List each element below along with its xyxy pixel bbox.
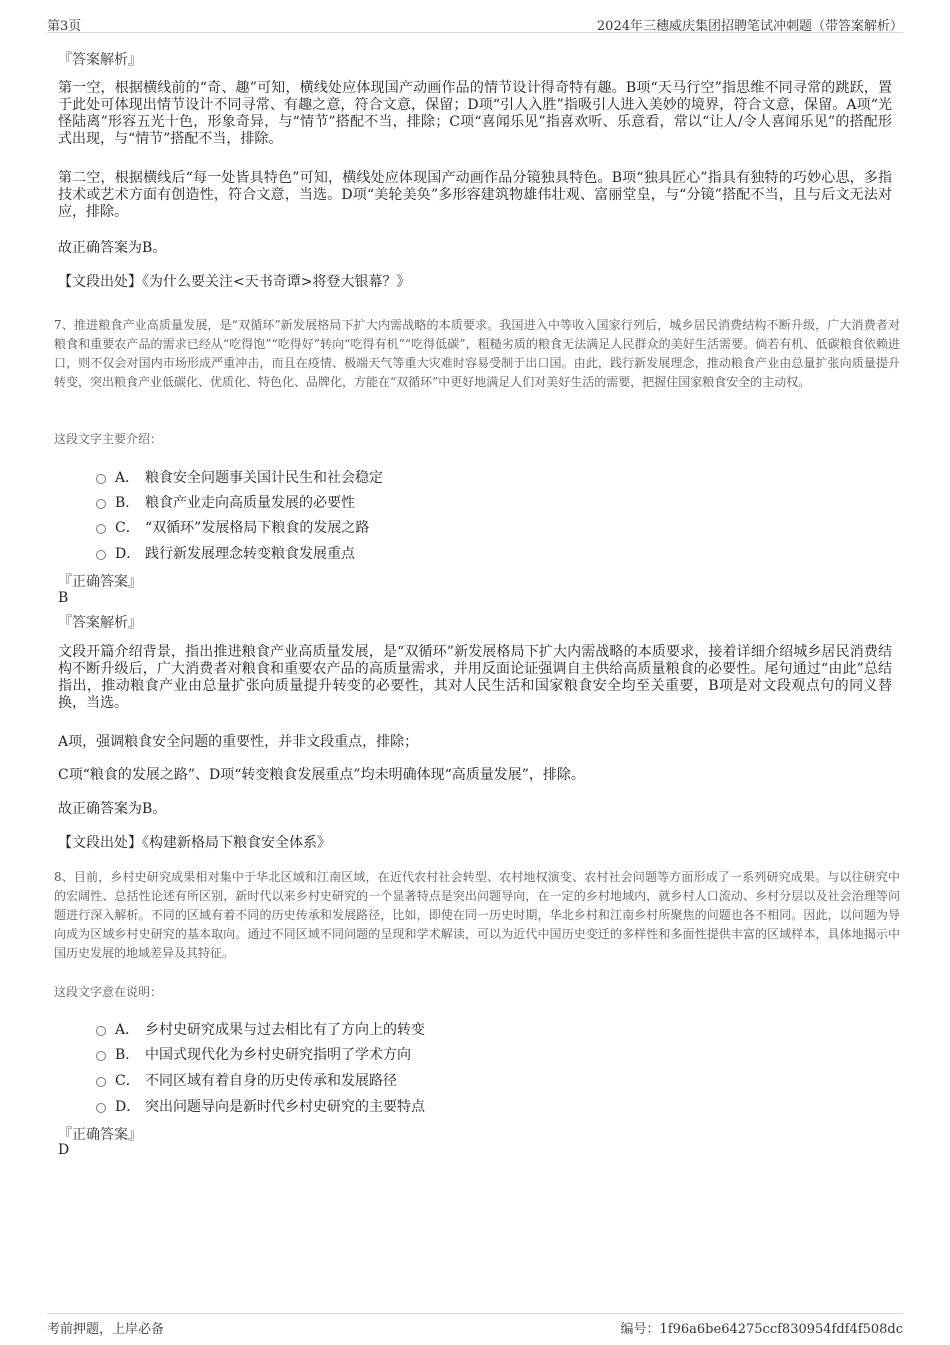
question-8-option-a[interactable]: [96, 1019, 425, 1039]
footer-slogan: 考前押题，上岸必备: [47, 1322, 165, 1337]
answer-conclusion: 故正确答案为B。: [58, 801, 167, 817]
correct-answer-label: 『正确答案』: [58, 1127, 142, 1143]
radio-button[interactable]: [96, 550, 106, 560]
option-text: 乡村史研究成果与过去相比有了方向上的转变: [145, 1022, 425, 1038]
analysis-paragraph-2: 第二空，根据横线后“每一处皆具特色”可知，横线处应体现国产动画作品分镜独具特色。B项“独具匠心”指具有独特的巧妙心思，多指技术或艺术方面有创造性，符合文意，当选。D项“美轮美奂”多形容建筑物雄伟壮观、富丽堂皇，与“分镜”搭配不当，且与后文无法对应，排除。: [58, 170, 892, 220]
option-letter: A．: [115, 1022, 140, 1038]
correct-answer-label: 『正确答案』: [58, 574, 142, 590]
option-text: 中国式现代化为乡村史研究指明了学术方向: [145, 1047, 411, 1063]
option-letter: B．: [115, 495, 140, 511]
option-text: “双循环”发展格局下粮食的发展之路: [145, 520, 370, 536]
answer-conclusion: 故正确答案为B。: [58, 240, 167, 256]
option-text: 践行新发展理念转变粮食发展重点: [145, 546, 355, 562]
source-citation: 【文段出处】《构建新格局下粮食安全体系》: [58, 835, 331, 851]
correct-answer: B: [58, 590, 69, 606]
question-8-text: 8、目前，乡村史研究成果相对集中于华北区域和江南区域，在近代农村社会转型、农村地权演变、农村社会问题等方面形成了一系列研究成果。与以往研究中的宏阔性、总括性论述有所区别，新时代以来乡村史研究的一个显著特点是突出问题导向，在一定的乡村地域内，就乡村人口流动、乡村分层以及社会治理等问题进行深入解析。不同的区域有着不同的历史传承和发展路径，比如，即使在同一历史时期，华北乡村和江南乡村所聚焦的问题也各不相同。因此，以问题为导向成为区域乡村史研究的基本取向。通过不同区域不同问题的呈现和学术解读，可以为近代中国历史变迁的多样性和多面性提供丰富的区域样本，具体地揭示中国历史发展的地域差异及其特征。: [54, 870, 900, 960]
question-7-analysis-2: A项，强调粮食安全问题的重要性，并非文段重点，排除；: [58, 734, 419, 750]
option-letter: B．: [115, 1047, 140, 1063]
question-7-analysis-1: 文段开篇介绍背景，指出推进粮食产业高质量发展，是“双循环”新发展格局下扩大内需战略的本质要求，接着详细介绍城乡居民消费结构不断升级后，广大消费者对粮食和重要农产品的高质量需求，并用反面论证强调自主供给高质量粮食的必要性。尾句通过“由此”总结指出，推动粮食产业由总量扩张向质量提升转变的必要性，其对人民生活和国家粮食安全均至关重要，B项是对文段观点句的同义替换，当选。: [58, 644, 892, 711]
question-8-option-b[interactable]: [96, 1044, 411, 1064]
option-letter: A．: [115, 470, 140, 486]
question-7-option-d[interactable]: [96, 543, 355, 563]
option-text: 粮食产业走向高质量发展的必要性: [145, 495, 355, 511]
analysis-paragraph-1: 第一空，根据横线前的“奇、趣”可知，横线处应体现国产动画作品的情节设计得奇特有趣。B项“天马行空”指思维不同寻常的跳跃，置于此处可体现出情节设计不同寻常、有趣之意，符合文意，保留；D项“引人入胜”指吸引人进入美妙的境界，符合文意，保留。A项“光怪陆离”形容五光十色，形象奇异，与“情节”搭配不当，排除；C项“喜闻乐见”指喜欢听、乐意看，常以“让人/令人喜闻乐见”的搭配形式出现，与“情节”搭配不当，排除。: [58, 80, 892, 147]
page-number: 第3页: [47, 19, 82, 34]
option-text: 突出问题导向是新时代乡村史研究的主要特点: [145, 1099, 425, 1115]
radio-button[interactable]: [96, 1103, 106, 1113]
analysis-label: 『答案解析』: [58, 52, 142, 68]
radio-button[interactable]: [96, 474, 106, 484]
question-7-prompt: 这段文字主要介绍：: [54, 432, 163, 446]
source-citation: 【文段出处】《为什么要关注<天书奇谭>将登大银幕？》: [58, 274, 411, 290]
option-text: 粮食安全问题事关国计民生和社会稳定: [145, 470, 383, 486]
option-letter: D．: [115, 1099, 141, 1115]
correct-answer: D: [58, 1142, 70, 1158]
option-letter: C．: [115, 520, 140, 536]
question-7-option-a[interactable]: [96, 467, 383, 487]
option-letter: C．: [115, 1073, 140, 1089]
radio-button[interactable]: [96, 499, 106, 509]
question-8-prompt: 这段文字意在说明：: [54, 985, 163, 999]
question-8-option-c[interactable]: [96, 1070, 397, 1090]
question-7-option-c[interactable]: [96, 517, 369, 537]
radio-button[interactable]: [96, 524, 106, 534]
radio-button[interactable]: [96, 1026, 106, 1036]
page-footer: [47, 1313, 903, 1337]
analysis-label: 『答案解析』: [58, 615, 142, 631]
radio-button[interactable]: [96, 1077, 106, 1087]
question-8-option-d[interactable]: [96, 1096, 425, 1116]
document-id: 编号：1f96a6be64275ccf830954fdf4f508dc: [620, 1322, 903, 1337]
document-title: 2024年三穗威庆集团招聘笔试冲刺题（带答案解析）: [596, 19, 903, 34]
option-letter: D．: [115, 546, 141, 562]
question-7-option-b[interactable]: [96, 492, 355, 512]
question-7-text: 7、推进粮食产业高质量发展，是“双循环”新发展格局下扩大内需战略的本质要求。我国进入中等收入国家行列后，城乡居民消费结构不断升级，广大消费者对粮食和重要农产品的需求已经从“吃得饱”“吃得好”转向“吃得有机”“吃得低碳”，粗糙劣质的粮食无法满足人民群众的美好生活需要。倘若有机、低碳粮食依赖进口，则不仅会对国内市场形成严重冲击，而且在疫情、极端天气等重大灾难时容易受制于出口国。由此，践行新发展理念，推动粮食产业由总量扩张向质量提升转变，突出粮食产业低碳化、优质化、特色化、品牌化，方能在“双循环”中更好地满足人们对美好生活的需要，把握住国家粮食安全的主动权。: [54, 318, 900, 389]
page-header: [47, 12, 903, 33]
option-text: 不同区域有着自身的历史传承和发展路径: [145, 1073, 397, 1089]
radio-button[interactable]: [96, 1051, 106, 1061]
question-7-analysis-3: C项“粮食的发展之路”、D项“转变粮食发展重点”均未明确体现“高质量发展”，排除。: [58, 767, 585, 783]
